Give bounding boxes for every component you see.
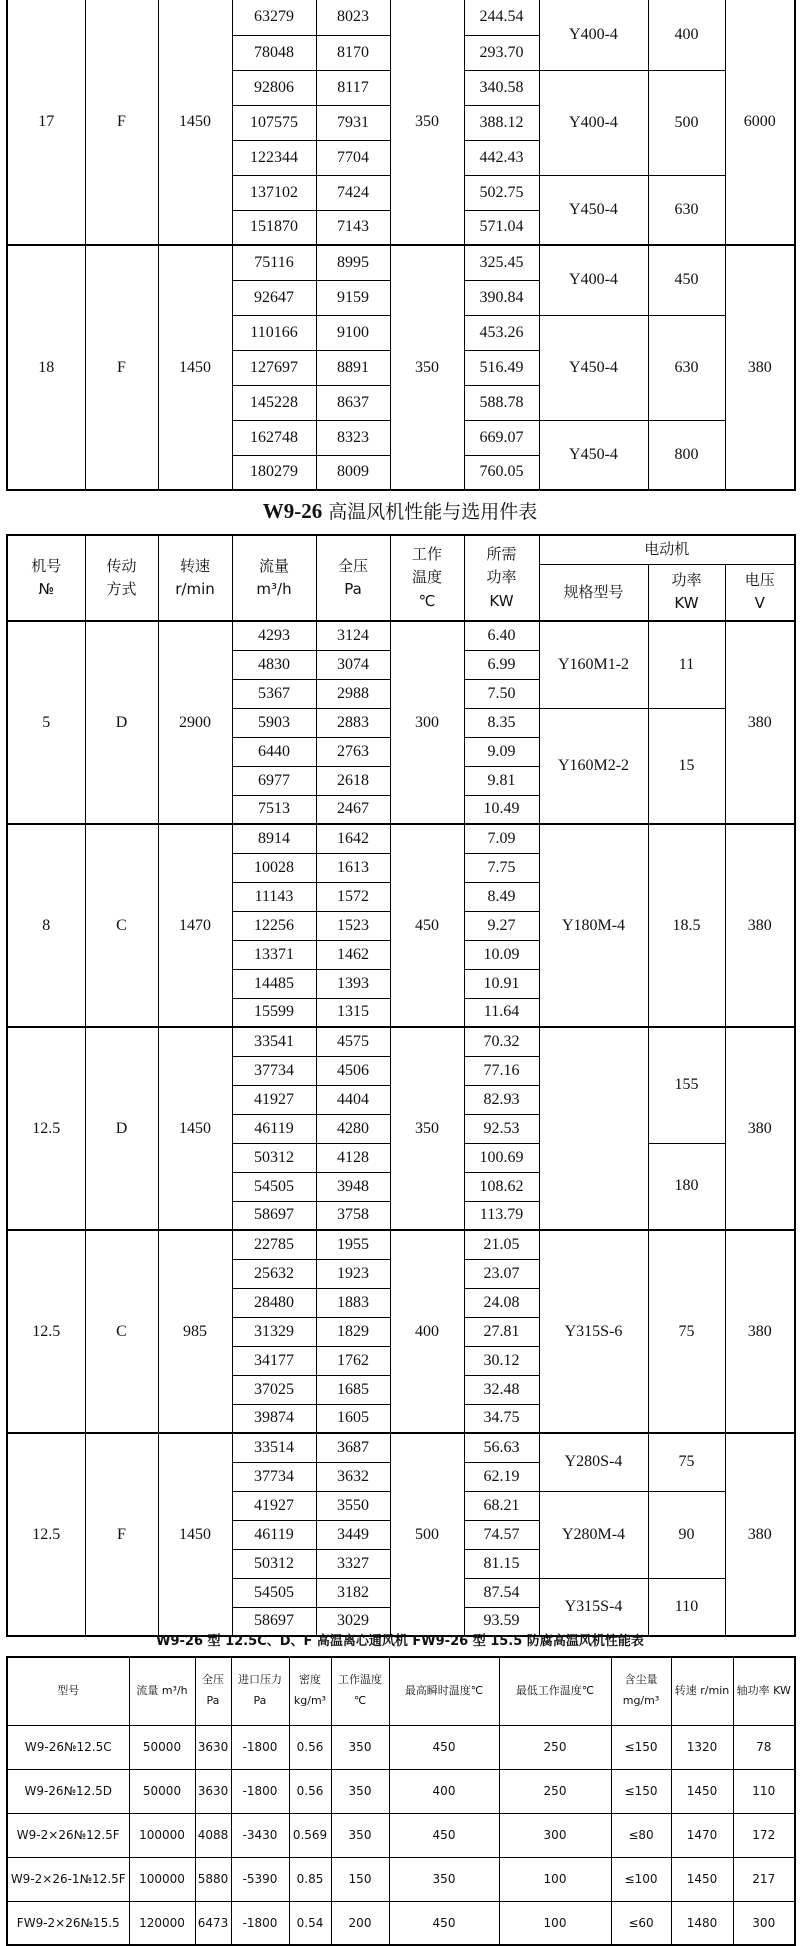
header-flow: 流量 m³/h: [232, 535, 316, 621]
power-cell: 100.69: [464, 1143, 539, 1172]
flow-cell: 12256: [232, 911, 316, 940]
pressure-cell: 3630: [195, 1725, 231, 1769]
power-cell: 516.49: [464, 350, 539, 385]
flow-cell: 46119: [232, 1520, 316, 1549]
flow-cell: 92647: [232, 280, 316, 315]
speed: 1470: [158, 824, 232, 1027]
power-cell: 7.75: [464, 853, 539, 882]
pressure-cell: 8023: [316, 0, 390, 35]
dust-cell: ≤100: [611, 1857, 671, 1901]
pressure-cell: 2618: [316, 766, 390, 795]
flow-cell: 41927: [232, 1491, 316, 1520]
pressure-cell: 9100: [316, 315, 390, 350]
pressure-cell: 3948: [316, 1172, 390, 1201]
header-required-power: 所需 功率 KW: [464, 535, 539, 621]
motor-kw: 630: [648, 175, 725, 245]
pressure-cell: 1572: [316, 882, 390, 911]
pressure-cell: 9159: [316, 280, 390, 315]
power-cell: 113.79: [464, 1201, 539, 1230]
flow-cell: 54505: [232, 1578, 316, 1607]
motor-model: Y280S-4: [539, 1433, 648, 1491]
pressure-cell: 1315: [316, 998, 390, 1027]
pressure-cell: 3327: [316, 1549, 390, 1578]
power-cell: 388.12: [464, 105, 539, 140]
speed: 1450: [158, 245, 232, 490]
speed: 1450: [158, 1433, 232, 1636]
power-cell: 8.35: [464, 708, 539, 737]
power-cell: 502.75: [464, 175, 539, 210]
pressure-cell: 8995: [316, 245, 390, 280]
flow-cell: 137102: [232, 175, 316, 210]
pressure-cell: 7931: [316, 105, 390, 140]
pressure-cell: 1955: [316, 1230, 390, 1259]
motor-model: Y400-4: [539, 0, 648, 70]
temp-cell: 200: [331, 1901, 389, 1945]
pressure-cell: 2763: [316, 737, 390, 766]
pressure-cell: 3632: [316, 1462, 390, 1491]
motor-model: Y450-4: [539, 175, 648, 245]
table-row: [7, 1769, 795, 1813]
flow-cell: 162748: [232, 420, 316, 455]
power-cell: 9.09: [464, 737, 539, 766]
temp-cell: 350: [331, 1725, 389, 1769]
table-title-model: W9-26: [262, 499, 323, 523]
flow-cell: 50312: [232, 1143, 316, 1172]
power-cell: 9.27: [464, 911, 539, 940]
table-title-text: 高温风机性能与选用件表: [322, 501, 538, 523]
flow-cell: 37734: [232, 1462, 316, 1491]
power-cell: 7.09: [464, 824, 539, 853]
header-inlet-pressure: 进口压力 Pa: [231, 1657, 289, 1725]
flow-cell: 100000: [129, 1813, 195, 1857]
pressure-cell: 3029: [316, 1607, 390, 1636]
min-temp-cell: 300: [499, 1813, 611, 1857]
flow-cell: 127697: [232, 350, 316, 385]
flow-cell: 14485: [232, 969, 316, 998]
motor-kw: 800: [648, 420, 725, 490]
flow-cell: 37734: [232, 1056, 316, 1085]
flow-cell: 58697: [232, 1607, 316, 1636]
pressure-cell: 1393: [316, 969, 390, 998]
model-cell: W9-2×26-1№12.5F: [7, 1857, 129, 1901]
motor-voltage: 380: [725, 621, 795, 824]
flow-cell: 22785: [232, 1230, 316, 1259]
motor-kw: 400: [648, 0, 725, 70]
transmission: F: [85, 245, 158, 490]
motor-voltage: 380: [725, 245, 795, 490]
flow-cell: 110166: [232, 315, 316, 350]
max-temp-cell: 350: [389, 1857, 499, 1901]
flow-cell: 107575: [232, 105, 316, 140]
motor-voltage: 380: [725, 824, 795, 1027]
header-flow: 流量 m³/h: [129, 1657, 195, 1725]
flow-cell: 39874: [232, 1404, 316, 1433]
machine-no: 12.5: [7, 1230, 85, 1433]
flow-cell: 92806: [232, 70, 316, 105]
temp-cell: 350: [331, 1769, 389, 1813]
power-cell: 34.75: [464, 1404, 539, 1433]
work-temp: 400: [390, 1230, 464, 1433]
inlet-cell: -5390: [231, 1857, 289, 1901]
machine-no: 18: [7, 245, 85, 490]
pressure-cell: 2883: [316, 708, 390, 737]
header-transmission: 传动 方式: [85, 535, 158, 621]
motor-model: Y160M2-2: [539, 708, 648, 824]
pressure-cell: 7424: [316, 175, 390, 210]
inlet-cell: -1800: [231, 1901, 289, 1945]
flow-cell: 145228: [232, 385, 316, 420]
speed-cell: 1320: [671, 1725, 733, 1769]
power-cell: 74.57: [464, 1520, 539, 1549]
power-cell: 77.16: [464, 1056, 539, 1085]
motor-model: Y280M-4: [539, 1491, 648, 1578]
w9-26-performance-table: [6, 534, 796, 1637]
speed-cell: 1470: [671, 1813, 733, 1857]
min-temp-cell: 100: [499, 1857, 611, 1901]
flow-cell: 58697: [232, 1201, 316, 1230]
flow-cell: 8914: [232, 824, 316, 853]
power-cell: 56.63: [464, 1433, 539, 1462]
dust-cell: ≤150: [611, 1725, 671, 1769]
dust-cell: ≤150: [611, 1769, 671, 1813]
pressure-cell: 1613: [316, 853, 390, 882]
motor-model: [539, 1027, 648, 1230]
flow-cell: 120000: [129, 1901, 195, 1945]
header-work-temp: 工作温度 ℃: [331, 1657, 389, 1725]
power-cell: 23.07: [464, 1259, 539, 1288]
table-row: [7, 1725, 795, 1769]
header-min-temp: 最低工作温度℃: [499, 1657, 611, 1725]
power-cell: 10.49: [464, 795, 539, 824]
motor-kw: 18.5: [648, 824, 725, 1027]
shaft-cell: 172: [733, 1813, 795, 1857]
power-cell: 11.64: [464, 998, 539, 1027]
pressure-cell: 3630: [195, 1769, 231, 1813]
speed-cell: 1480: [671, 1901, 733, 1945]
pressure-cell: 3758: [316, 1201, 390, 1230]
work-temp: 350: [390, 245, 464, 490]
max-temp-cell: 450: [389, 1901, 499, 1945]
transmission: D: [85, 1027, 158, 1230]
header-model: 型号: [7, 1657, 129, 1725]
pressure-cell: 8323: [316, 420, 390, 455]
inlet-cell: -3430: [231, 1813, 289, 1857]
model-cell: FW9-2×26№15.5: [7, 1901, 129, 1945]
pressure-cell: 1642: [316, 824, 390, 853]
header-pressure: 全压 Pa: [316, 535, 390, 621]
pressure-cell: 8891: [316, 350, 390, 385]
motor-kw: 180: [648, 1143, 725, 1230]
flow-cell: 33541: [232, 1027, 316, 1056]
motor-voltage: 380: [725, 1433, 795, 1636]
power-cell: 244.54: [464, 0, 539, 35]
flow-cell: 6440: [232, 737, 316, 766]
machine-no: 8: [7, 824, 85, 1027]
power-cell: 453.26: [464, 315, 539, 350]
speed-cell: 1450: [671, 1769, 733, 1813]
flow-cell: 63279: [232, 0, 316, 35]
machine-no: 17: [7, 0, 85, 245]
dust-cell: ≤60: [611, 1901, 671, 1945]
motor-kw: 75: [648, 1230, 725, 1433]
pressure-cell: 1462: [316, 940, 390, 969]
header-pressure: 全压 Pa: [195, 1657, 231, 1725]
machine-no: 5: [7, 621, 85, 824]
motor-voltage: 6000: [725, 0, 795, 245]
temp-cell: 150: [331, 1857, 389, 1901]
pressure-cell: 1523: [316, 911, 390, 940]
pressure-cell: 5880: [195, 1857, 231, 1901]
table-row: [7, 1813, 795, 1857]
flow-cell: 4830: [232, 650, 316, 679]
power-cell: 390.84: [464, 280, 539, 315]
power-cell: 760.05: [464, 455, 539, 490]
power-cell: 340.58: [464, 70, 539, 105]
pressure-cell: 8637: [316, 385, 390, 420]
shaft-cell: 78: [733, 1725, 795, 1769]
temp-cell: 350: [331, 1813, 389, 1857]
speed: 1450: [158, 1027, 232, 1230]
motor-model: Y400-4: [539, 70, 648, 175]
density-cell: 0.85: [289, 1857, 331, 1901]
flow-cell: 34177: [232, 1346, 316, 1375]
flow-cell: 13371: [232, 940, 316, 969]
header-motor-voltage: 电压 V: [725, 564, 795, 621]
flow-cell: 33514: [232, 1433, 316, 1462]
pressure-cell: 4088: [195, 1813, 231, 1857]
density-cell: 0.569: [289, 1813, 331, 1857]
power-cell: 10.09: [464, 940, 539, 969]
power-cell: 669.07: [464, 420, 539, 455]
motor-voltage: 380: [725, 1027, 795, 1230]
motor-voltage: 380: [725, 1230, 795, 1433]
pressure-cell: 6473: [195, 1901, 231, 1945]
flow-cell: 4293: [232, 621, 316, 650]
pressure-cell: 3449: [316, 1520, 390, 1549]
transmission: D: [85, 621, 158, 824]
flow-cell: 41927: [232, 1085, 316, 1114]
density-cell: 0.54: [289, 1901, 331, 1945]
work-temp: 350: [390, 0, 464, 245]
flow-cell: 151870: [232, 210, 316, 245]
pressure-cell: 3074: [316, 650, 390, 679]
model-cell: W9-2×26№12.5F: [7, 1813, 129, 1857]
power-cell: 70.32: [464, 1027, 539, 1056]
flow-cell: 46119: [232, 1114, 316, 1143]
motor-kw: 630: [648, 315, 725, 420]
power-cell: 62.19: [464, 1462, 539, 1491]
pressure-cell: 1605: [316, 1404, 390, 1433]
table-title: W9-26 型 12.5C、D、F 高温离心通风机 FW9-26 型 15.5 防腐高温风机性能表: [156, 1634, 644, 1649]
inlet-cell: -1800: [231, 1725, 289, 1769]
flow-cell: 5367: [232, 679, 316, 708]
flow-cell: 180279: [232, 455, 316, 490]
pressure-cell: 3124: [316, 621, 390, 650]
pressure-cell: 4506: [316, 1056, 390, 1085]
min-temp-cell: 250: [499, 1769, 611, 1813]
density-cell: 0.56: [289, 1725, 331, 1769]
pressure-cell: 1685: [316, 1375, 390, 1404]
flow-cell: 15599: [232, 998, 316, 1027]
pressure-cell: 1829: [316, 1317, 390, 1346]
flow-cell: 54505: [232, 1172, 316, 1201]
power-cell: 588.78: [464, 385, 539, 420]
machine-no: 12.5: [7, 1027, 85, 1230]
pressure-cell: 3687: [316, 1433, 390, 1462]
flow-cell: 37025: [232, 1375, 316, 1404]
header-max-temp: 最高瞬时温度℃: [389, 1657, 499, 1725]
header-work-temp: 工作 温度 ℃: [390, 535, 464, 621]
min-temp-cell: 100: [499, 1901, 611, 1945]
motor-model: Y315S-4: [539, 1578, 648, 1636]
table-row: [7, 1857, 795, 1901]
header-density: 密度 kg/m³: [289, 1657, 331, 1725]
flow-cell: 25632: [232, 1259, 316, 1288]
model-cell: W9-26№12.5C: [7, 1725, 129, 1769]
power-cell: 24.08: [464, 1288, 539, 1317]
pressure-cell: 2988: [316, 679, 390, 708]
flow-cell: 50000: [129, 1725, 195, 1769]
pressure-cell: 4128: [316, 1143, 390, 1172]
power-cell: 293.70: [464, 35, 539, 70]
power-cell: 87.54: [464, 1578, 539, 1607]
max-temp-cell: 450: [389, 1813, 499, 1857]
flow-cell: 50000: [129, 1769, 195, 1813]
power-cell: 32.48: [464, 1375, 539, 1404]
power-cell: 27.81: [464, 1317, 539, 1346]
flow-cell: 31329: [232, 1317, 316, 1346]
fan-performance-table-continued: [6, 0, 796, 491]
header-motor: 电动机: [539, 535, 795, 564]
power-cell: 93.59: [464, 1607, 539, 1636]
transmission: C: [85, 1230, 158, 1433]
motor-model: Y160M1-2: [539, 621, 648, 708]
power-cell: 108.62: [464, 1172, 539, 1201]
motor-model: Y400-4: [539, 245, 648, 315]
inlet-cell: -1800: [231, 1769, 289, 1813]
power-cell: 7.50: [464, 679, 539, 708]
pressure-cell: 8117: [316, 70, 390, 105]
flow-cell: 7513: [232, 795, 316, 824]
dust-cell: ≤80: [611, 1813, 671, 1857]
flow-cell: 10028: [232, 853, 316, 882]
pressure-cell: 8009: [316, 455, 390, 490]
power-cell: 8.49: [464, 882, 539, 911]
pressure-cell: 8170: [316, 35, 390, 70]
pressure-cell: 3182: [316, 1578, 390, 1607]
density-cell: 0.56: [289, 1769, 331, 1813]
power-cell: 68.21: [464, 1491, 539, 1520]
pressure-cell: 1883: [316, 1288, 390, 1317]
motor-kw: 155: [648, 1027, 725, 1143]
pressure-cell: 4280: [316, 1114, 390, 1143]
flow-cell: 100000: [129, 1857, 195, 1901]
power-cell: 10.91: [464, 969, 539, 998]
header-speed: 转速 r/min: [158, 535, 232, 621]
speed: 985: [158, 1230, 232, 1433]
transmission: C: [85, 824, 158, 1027]
speed: 2900: [158, 621, 232, 824]
speed-cell: 1450: [671, 1857, 733, 1901]
table-row: [7, 1901, 795, 1945]
motor-model: Y180M-4: [539, 824, 648, 1027]
power-cell: 6.99: [464, 650, 539, 679]
motor-kw: 75: [648, 1433, 725, 1491]
motor-model: Y450-4: [539, 315, 648, 420]
pressure-cell: 4404: [316, 1085, 390, 1114]
header-shaft-power: 轴功率 KW: [733, 1657, 795, 1725]
pressure-cell: 7143: [316, 210, 390, 245]
motor-kw: 110: [648, 1578, 725, 1636]
max-temp-cell: 450: [389, 1725, 499, 1769]
model-cell: W9-26№12.5D: [7, 1769, 129, 1813]
flow-cell: 75116: [232, 245, 316, 280]
shaft-cell: 217: [733, 1857, 795, 1901]
motor-kw: 500: [648, 70, 725, 175]
power-cell: 92.53: [464, 1114, 539, 1143]
flow-cell: 11143: [232, 882, 316, 911]
work-temp: 450: [390, 824, 464, 1027]
min-temp-cell: 250: [499, 1725, 611, 1769]
power-cell: 6.40: [464, 621, 539, 650]
motor-kw: 11: [648, 621, 725, 708]
power-cell: 81.15: [464, 1549, 539, 1578]
flow-cell: 122344: [232, 140, 316, 175]
motor-model: Y450-4: [539, 420, 648, 490]
header-motor-kw: 功率 KW: [648, 564, 725, 621]
pressure-cell: 1923: [316, 1259, 390, 1288]
max-temp-cell: 400: [389, 1769, 499, 1813]
pressure-cell: 7704: [316, 140, 390, 175]
motor-kw: 15: [648, 708, 725, 824]
flow-cell: 78048: [232, 35, 316, 70]
work-temp: 350: [390, 1027, 464, 1230]
flow-cell: 6977: [232, 766, 316, 795]
header-motor-model: 规格型号: [539, 564, 648, 621]
transmission: F: [85, 1433, 158, 1636]
header-machine-no: 机号 №: [7, 535, 85, 621]
power-cell: 21.05: [464, 1230, 539, 1259]
shaft-cell: 300: [733, 1901, 795, 1945]
speed: 1450: [158, 0, 232, 245]
machine-no: 12.5: [7, 1433, 85, 1636]
motor-model: Y315S-6: [539, 1230, 648, 1433]
flow-cell: 5903: [232, 708, 316, 737]
power-cell: 9.81: [464, 766, 539, 795]
pressure-cell: 1762: [316, 1346, 390, 1375]
power-cell: 442.43: [464, 140, 539, 175]
pressure-cell: 3550: [316, 1491, 390, 1520]
shaft-cell: 110: [733, 1769, 795, 1813]
work-temp: 500: [390, 1433, 464, 1636]
power-cell: 571.04: [464, 210, 539, 245]
header-speed: 转速 r/min: [671, 1657, 733, 1725]
pressure-cell: 2467: [316, 795, 390, 824]
work-temp: 300: [390, 621, 464, 824]
header-dust: 含尘量 mg/m³: [611, 1657, 671, 1725]
motor-kw: 90: [648, 1491, 725, 1578]
table-title: [0, 493, 800, 529]
motor-kw: 450: [648, 245, 725, 315]
flow-cell: 50312: [232, 1549, 316, 1578]
transmission: F: [85, 0, 158, 245]
power-cell: 30.12: [464, 1346, 539, 1375]
flow-cell: 28480: [232, 1288, 316, 1317]
power-cell: 82.93: [464, 1085, 539, 1114]
power-cell: 325.45: [464, 245, 539, 280]
pressure-cell: 4575: [316, 1027, 390, 1056]
